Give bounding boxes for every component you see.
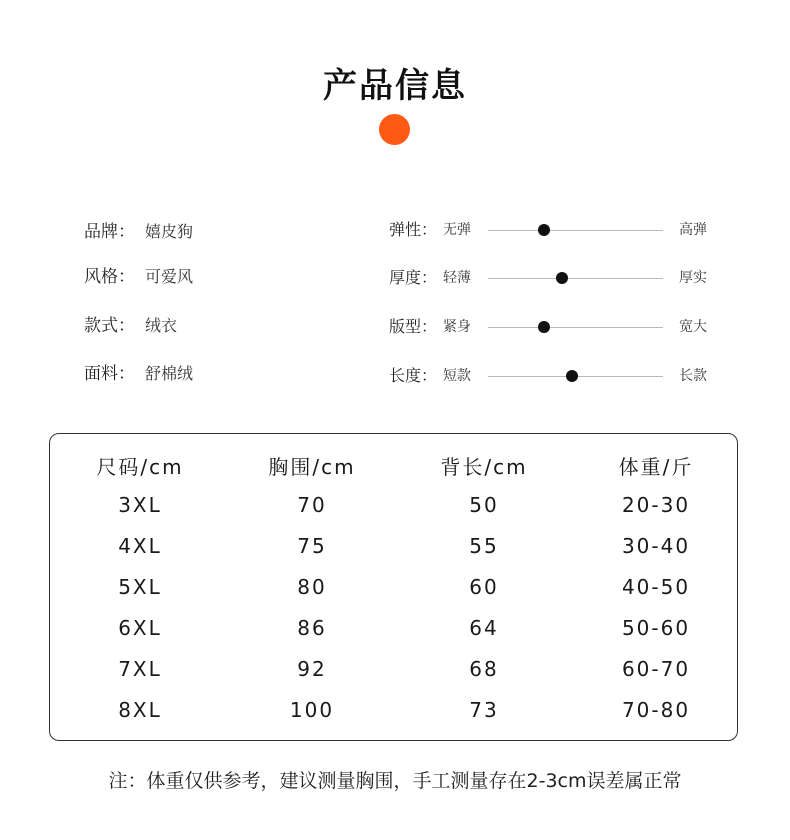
attribute-type <box>84 314 177 338</box>
table-cell-chest: 75 <box>297 534 327 558</box>
size-table <box>49 433 738 741</box>
table-cell-weight: 20-30 <box>621 493 691 517</box>
table-cell-weight: 50-60 <box>621 616 691 640</box>
page-title: 产品信息 <box>323 66 467 106</box>
table-cell-weight: 70-80 <box>621 698 691 722</box>
table-cell-back-length: 50 <box>469 493 499 517</box>
table-cell-back-length: 73 <box>469 698 499 722</box>
attribute-value: 嬉皮狗 <box>145 222 194 241</box>
scale-track <box>488 376 663 377</box>
scale-fit <box>389 315 719 339</box>
attribute-key: 风格： <box>84 267 135 287</box>
table-cell-back-length: 64 <box>469 616 499 640</box>
scale-label: 版型： <box>389 317 438 336</box>
table-cell-chest: 92 <box>297 657 327 681</box>
table-cell-chest: 70 <box>297 493 327 517</box>
footnote: 注：体重仅供参考，建议测量胸围，手工测量存在2-3cm误差属正常 <box>108 770 682 792</box>
scale-track <box>488 230 663 231</box>
table-cell-back-length: 60 <box>469 575 499 599</box>
scale-knob <box>556 272 568 284</box>
scale-high-label: 长款 <box>679 368 707 384</box>
attribute-value: 可爱风 <box>145 267 194 286</box>
table-cell-size: 4XL <box>118 534 162 558</box>
scale-high-label: 宽大 <box>679 319 707 335</box>
table-cell-size: 7XL <box>118 657 162 681</box>
scale-thickness <box>389 266 719 290</box>
table-header-back-length: 背长/cm <box>440 455 528 479</box>
table-cell-chest: 100 <box>289 698 335 722</box>
attribute-key: 款式： <box>84 316 135 336</box>
table-cell-chest: 80 <box>297 575 327 599</box>
scale-label: 弹性： <box>389 220 438 239</box>
table-cell-weight: 30-40 <box>621 534 691 558</box>
table-cell-back-length: 68 <box>469 657 499 681</box>
table-cell-chest: 86 <box>297 616 327 640</box>
scale-low-label: 短款 <box>443 368 471 384</box>
scale-knob <box>538 224 550 236</box>
scale-low-label: 轻薄 <box>443 270 471 286</box>
table-cell-back-length: 55 <box>469 534 499 558</box>
attribute-key: 品牌： <box>84 222 135 242</box>
table-header-chest: 胸围/cm <box>268 455 356 479</box>
scale-label: 长度： <box>389 366 438 385</box>
scale-label: 厚度： <box>389 268 438 287</box>
attribute-style <box>84 265 193 289</box>
scale-track <box>488 278 663 279</box>
scale-knob <box>566 370 578 382</box>
attribute-value: 舒棉绒 <box>145 364 194 383</box>
accent-dot-icon <box>379 114 410 145</box>
scale-high-label: 厚实 <box>679 270 707 286</box>
table-cell-weight: 60-70 <box>621 657 691 681</box>
table-cell-size: 3XL <box>118 493 162 517</box>
attribute-brand <box>84 220 193 244</box>
scale-track <box>488 327 663 328</box>
scale-low-label: 紧身 <box>443 319 471 335</box>
table-cell-size: 5XL <box>118 575 162 599</box>
scale-high-label: 高弹 <box>679 222 707 238</box>
attribute-value: 绒衣 <box>145 316 178 335</box>
table-header-weight: 体重/斤 <box>618 455 694 479</box>
attribute-key: 面料： <box>84 364 135 384</box>
scale-low-label: 无弹 <box>443 222 471 238</box>
scale-elasticity <box>389 218 719 242</box>
scale-length <box>389 364 719 388</box>
table-cell-size: 8XL <box>118 698 162 722</box>
table-header-size: 尺码/cm <box>96 455 184 479</box>
attribute-fabric <box>84 362 193 386</box>
table-cell-size: 6XL <box>118 616 162 640</box>
table-cell-weight: 40-50 <box>621 575 691 599</box>
scale-knob <box>538 321 550 333</box>
